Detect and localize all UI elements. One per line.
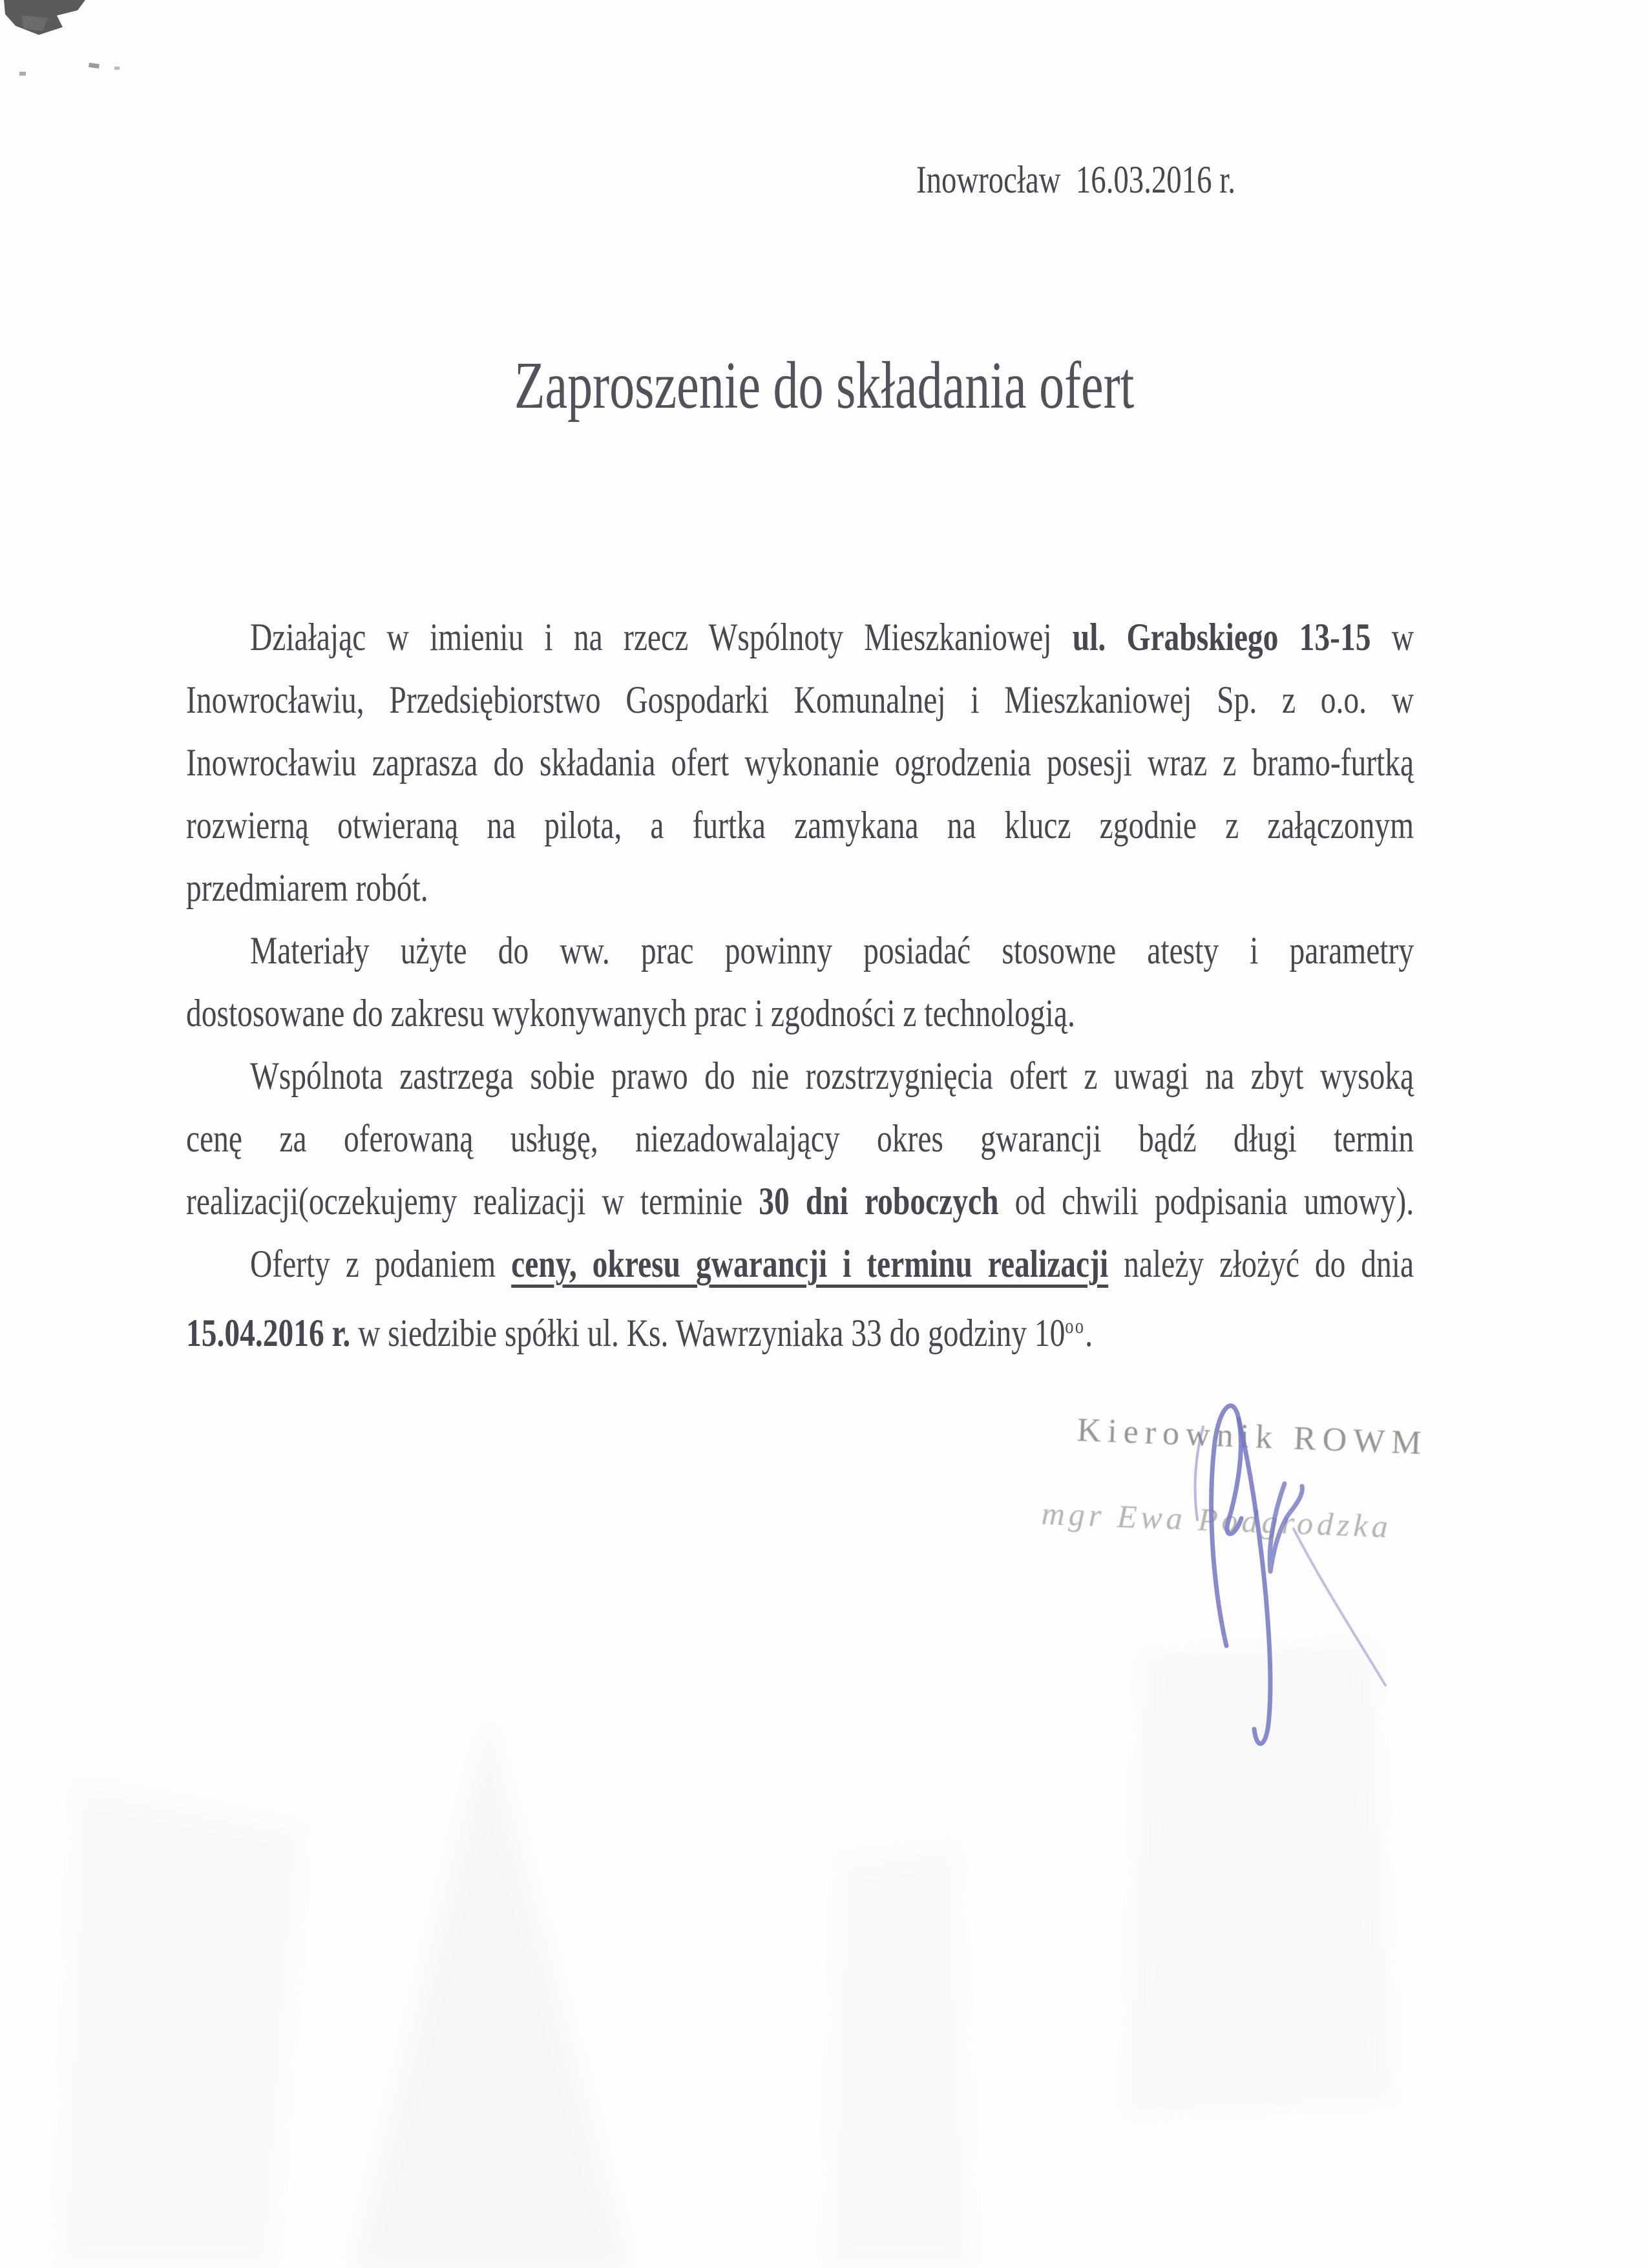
body-line [186,794,1414,857]
body-text [186,606,1414,1365]
body-line [186,919,1414,982]
body-line [186,1108,1414,1170]
body-line [186,731,1414,794]
text-segment: realizacji(oczekujemy realizacji w terminie [186,1180,759,1223]
body-line [186,1296,1414,1365]
body-line [186,1045,1414,1108]
date-line: Inowrocław 16.03.2016 r. [916,158,1235,201]
bold-segment: ul. Grabskiego 13-15 [1072,616,1371,658]
text-segment: Materiały użyte do ww. prac powinny posiadać stosowne atesty i parametry [249,929,1414,972]
body-line [186,606,1414,669]
text-segment: . [1085,1311,1093,1354]
body-line [186,669,1414,731]
text-segment: Inowrocławiu zaprasza do składania ofert wykonanie ogrodzenia posesji wraz z bramo-furtką [186,741,1414,784]
text-segment: w [1371,616,1414,658]
text-segment: Działając w imieniu i na rzecz Wspólnoty Mieszkaniowej [249,616,1073,658]
text-segment: od chwili podpisania umowy). [998,1180,1414,1223]
bold-segment: 15.04.2016 r. [186,1311,351,1354]
text-segment: dostosowane do zakresu wykonywanych prac i zgodności z technologią. [186,992,1075,1034]
bold-underline-segment: ceny, okresu gwarancji i terminu realizacji [511,1243,1109,1285]
text-segment: przedmiarem robót. [186,866,428,909]
document-title: Zaproszenie do składania ofert [514,348,1135,423]
body-line [186,1233,1414,1296]
text-segment: rozwierną otwieraną na pilota, a furtka zamykana na klucz zgodnie z załączonym [186,804,1414,846]
stamp-role-line: Kierownik ROWM [1076,1411,1429,1462]
text-segment: w siedzibie spółki ul. Ks. Wawrzyniaka 33 do godziny 10 [350,1311,1066,1354]
text-segment: Oferty z podaniem [249,1243,512,1285]
body-line [186,1170,1414,1233]
text-segment: Wspólnota zastrzega sobie prawo do nie rozstrzygnięcia ofert z uwagi na zbyt wysoką [249,1055,1414,1097]
body-line [186,857,1414,919]
handwritten-signature [1163,1376,1434,1790]
scan-artifact-top-left [0,0,168,97]
sup-segment: oo [1065,1315,1086,1338]
text-segment: należy złożyć do dnia [1108,1243,1414,1285]
stamp-name-line: mgr Ewa Podgrodzka [1040,1495,1392,1545]
text-segment: Inowrocławiu, Przedsiębiorstwo Gospodarki Komunalnej i Mieszkaniowej Sp. z o.o. w [186,678,1414,721]
body-line [186,982,1414,1045]
title-row [0,349,1649,423]
text-segment: cenę za oferowaną usługę, niezadowalający okres gwarancji bądź długi termin [186,1117,1414,1160]
bold-segment: 30 dni roboczych [759,1180,999,1223]
